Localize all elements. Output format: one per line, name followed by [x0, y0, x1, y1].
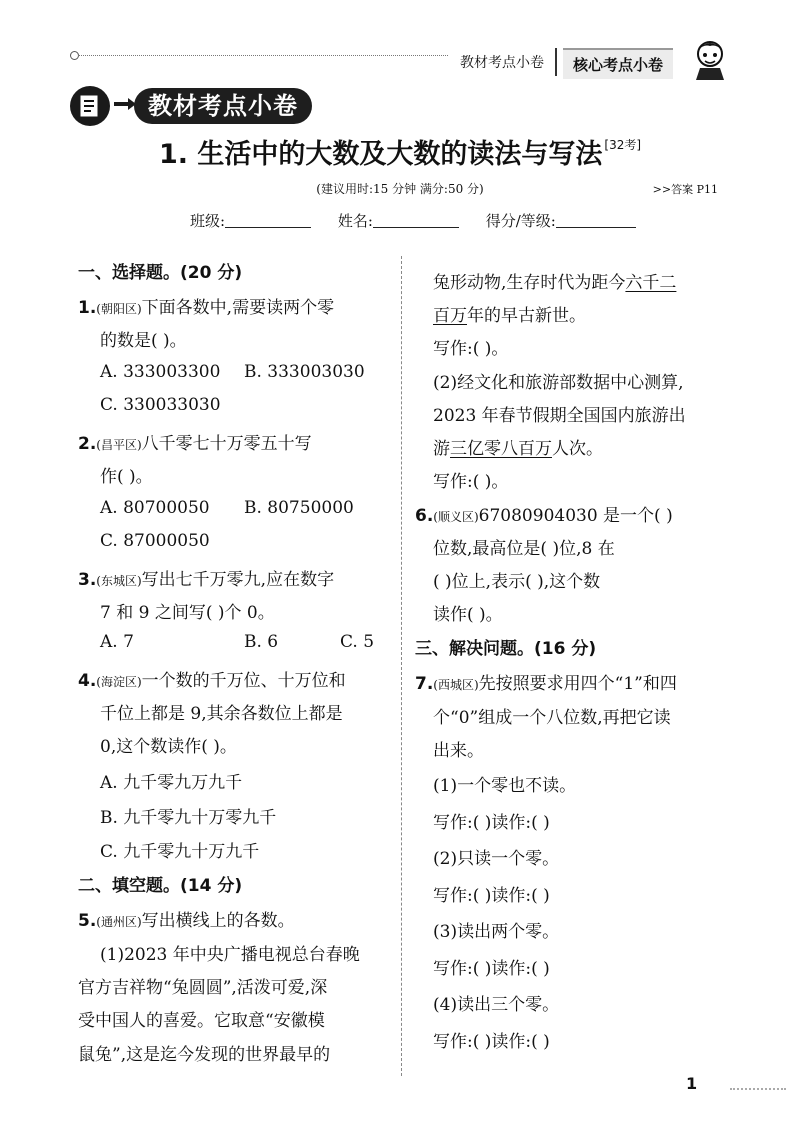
score-field[interactable]: [556, 213, 636, 228]
score-label: 得分/等级:: [485, 212, 556, 230]
question-text: 鼠兔”,这是迄今发现的世界最早的: [78, 1045, 331, 1065]
time-and-score: (建议用时:15 分钟 满分:50 分): [316, 182, 484, 196]
option-b[interactable]: B. 6: [244, 632, 279, 652]
answer-blank-write[interactable]: 写作:( )。: [433, 472, 509, 492]
mascot-icon: [690, 38, 730, 80]
option-a[interactable]: A. 7: [100, 632, 134, 652]
answer-blank-write[interactable]: 写作:( )。: [433, 339, 509, 359]
header-rule: [78, 55, 448, 56]
name-label: 姓名:: [337, 212, 373, 230]
question-6: [415, 501, 673, 526]
section-solve-heading: 三、解决问题。(16 分): [415, 639, 597, 659]
name-field[interactable]: [373, 213, 459, 228]
question-text: 67080904030 是一个( ): [478, 506, 673, 526]
header-tag-core: 核心考点小卷: [563, 48, 673, 79]
question-number: 5.: [78, 911, 97, 931]
question-5: [78, 906, 295, 931]
header-separator: [555, 48, 557, 76]
column-divider: [401, 256, 402, 1076]
question-text: 一个数的千万位、十万位和: [141, 671, 346, 691]
option-c[interactable]: C. 九千零九十万九千: [100, 842, 260, 862]
question-5-continued: [433, 268, 676, 293]
option-a[interactable]: A. 80700050: [100, 498, 210, 518]
option-a[interactable]: A. 333003300: [100, 362, 221, 382]
question-text: 位数,最高位是( )位,8 在: [433, 539, 615, 559]
sub-question: (4)读出三个零。: [433, 995, 560, 1015]
question-number: 3.: [78, 570, 97, 590]
question-text: 官方吉祥物“兔圆圆”,活泼可爱,深: [78, 978, 328, 998]
page-number-decoration: [730, 1088, 786, 1090]
question-text: 下面各数中,需要读两个零: [141, 298, 335, 318]
banner-arrow-icon: [114, 102, 130, 106]
answer-reference: >>答案 P11: [652, 183, 718, 196]
question-text: 2023 年春节假期全国国内旅游出: [433, 406, 686, 426]
question-source: (昌平区): [96, 438, 142, 452]
question-source: (海淀区): [96, 675, 142, 689]
question-text: 八千零七十万零五十写: [141, 434, 312, 454]
header-tag-textbook: 教材考点小卷: [460, 55, 544, 71]
option-b[interactable]: B. 80750000: [244, 498, 354, 518]
page-number: 1: [686, 1074, 698, 1093]
underlined-number: 百万: [433, 306, 467, 326]
question-4: [78, 666, 346, 691]
question-number: 7.: [415, 674, 434, 694]
question-source: (通州区): [96, 915, 142, 929]
question-text: 写出横线上的各数。: [141, 911, 295, 931]
option-b[interactable]: B. 333003030: [244, 362, 365, 382]
underlined-number: 三亿零八百万: [450, 439, 552, 459]
question-text-line: [433, 434, 603, 459]
title-count: [32考]: [604, 138, 642, 152]
question-text: 的数是( )。: [100, 331, 187, 351]
class-field[interactable]: [225, 213, 311, 228]
option-c[interactable]: C. 5: [340, 632, 375, 652]
option-c[interactable]: C. 87000050: [100, 531, 210, 551]
question-text: 出来。: [433, 741, 484, 761]
sub-question: (1)一个零也不读。: [433, 776, 577, 796]
answer-blank-write-read[interactable]: 写作:( )读作:( ): [433, 1032, 550, 1052]
question-text: 0,这个数读作( )。: [100, 737, 237, 757]
answer-blank-write-read[interactable]: 写作:( )读作:( ): [433, 886, 550, 906]
section-banner: 教材考点小卷: [134, 88, 312, 124]
question-text: 7 和 9 之间写( )个 0。: [100, 603, 275, 623]
answer-blank-write-read[interactable]: 写作:( )读作:( ): [433, 959, 550, 979]
question-7: [415, 669, 677, 694]
answer-blank-write-read[interactable]: 写作:( )读作:( ): [433, 813, 550, 833]
question-number: 6.: [415, 506, 434, 526]
question-number: 4.: [78, 671, 97, 691]
question-text: 先按照要求用四个“1”和四: [478, 674, 677, 694]
question-text: (1)2023 年中央广播电视总台春晚: [100, 945, 360, 965]
sub-question: (3)读出两个零。: [433, 922, 560, 942]
question-1: [78, 293, 334, 318]
question-text: 读作( )。: [433, 605, 503, 625]
option-b[interactable]: B. 九千零九十万零九千: [100, 808, 277, 828]
question-text: 游: [433, 439, 450, 459]
question-source: (朝阳区): [96, 302, 142, 316]
title-text: 1. 生活中的大数及大数的读法与写法: [158, 139, 603, 170]
sub-question: (2)只读一个零。: [433, 849, 560, 869]
question-2: [78, 429, 312, 454]
section-choice-heading: 一、选择题。(20 分): [78, 263, 243, 283]
question-3: [78, 565, 334, 590]
question-source: (东城区): [96, 574, 142, 588]
section-fill-heading: 二、填空题。(14 分): [78, 876, 243, 896]
question-text: 千位上都是 9,其余各数位上都是: [100, 704, 343, 724]
question-text: 受中国人的喜爱。它取意“安徽模: [78, 1011, 325, 1031]
question-text: 兔形动物,生存时代为距今: [433, 273, 626, 293]
question-number: 1.: [78, 298, 97, 318]
underlined-number: 六千二: [625, 273, 677, 293]
question-text: 人次。: [552, 439, 603, 459]
question-number: 2.: [78, 434, 97, 454]
worksheet-icon: [70, 86, 110, 126]
page-title: [0, 132, 800, 171]
class-label: 班级:: [190, 212, 226, 230]
question-text: (2)经文化和旅游部数据中心测算,: [433, 373, 684, 393]
question-5-continued: [433, 301, 586, 326]
option-a[interactable]: A. 九千零九万九千: [100, 773, 243, 793]
question-source: (西城区): [433, 678, 479, 692]
question-text: 年的早古新世。: [467, 306, 586, 326]
question-source: (顺义区): [433, 510, 479, 524]
option-c[interactable]: C. 330033030: [100, 395, 221, 415]
question-text: ( )位上,表示( ),这个数: [433, 572, 601, 592]
question-text: 写出七千万零九,应在数字: [141, 570, 335, 590]
question-text: 个“0”组成一个八位数,再把它读: [433, 708, 671, 728]
student-info-row: [190, 210, 658, 231]
question-text: 作( )。: [100, 467, 153, 487]
